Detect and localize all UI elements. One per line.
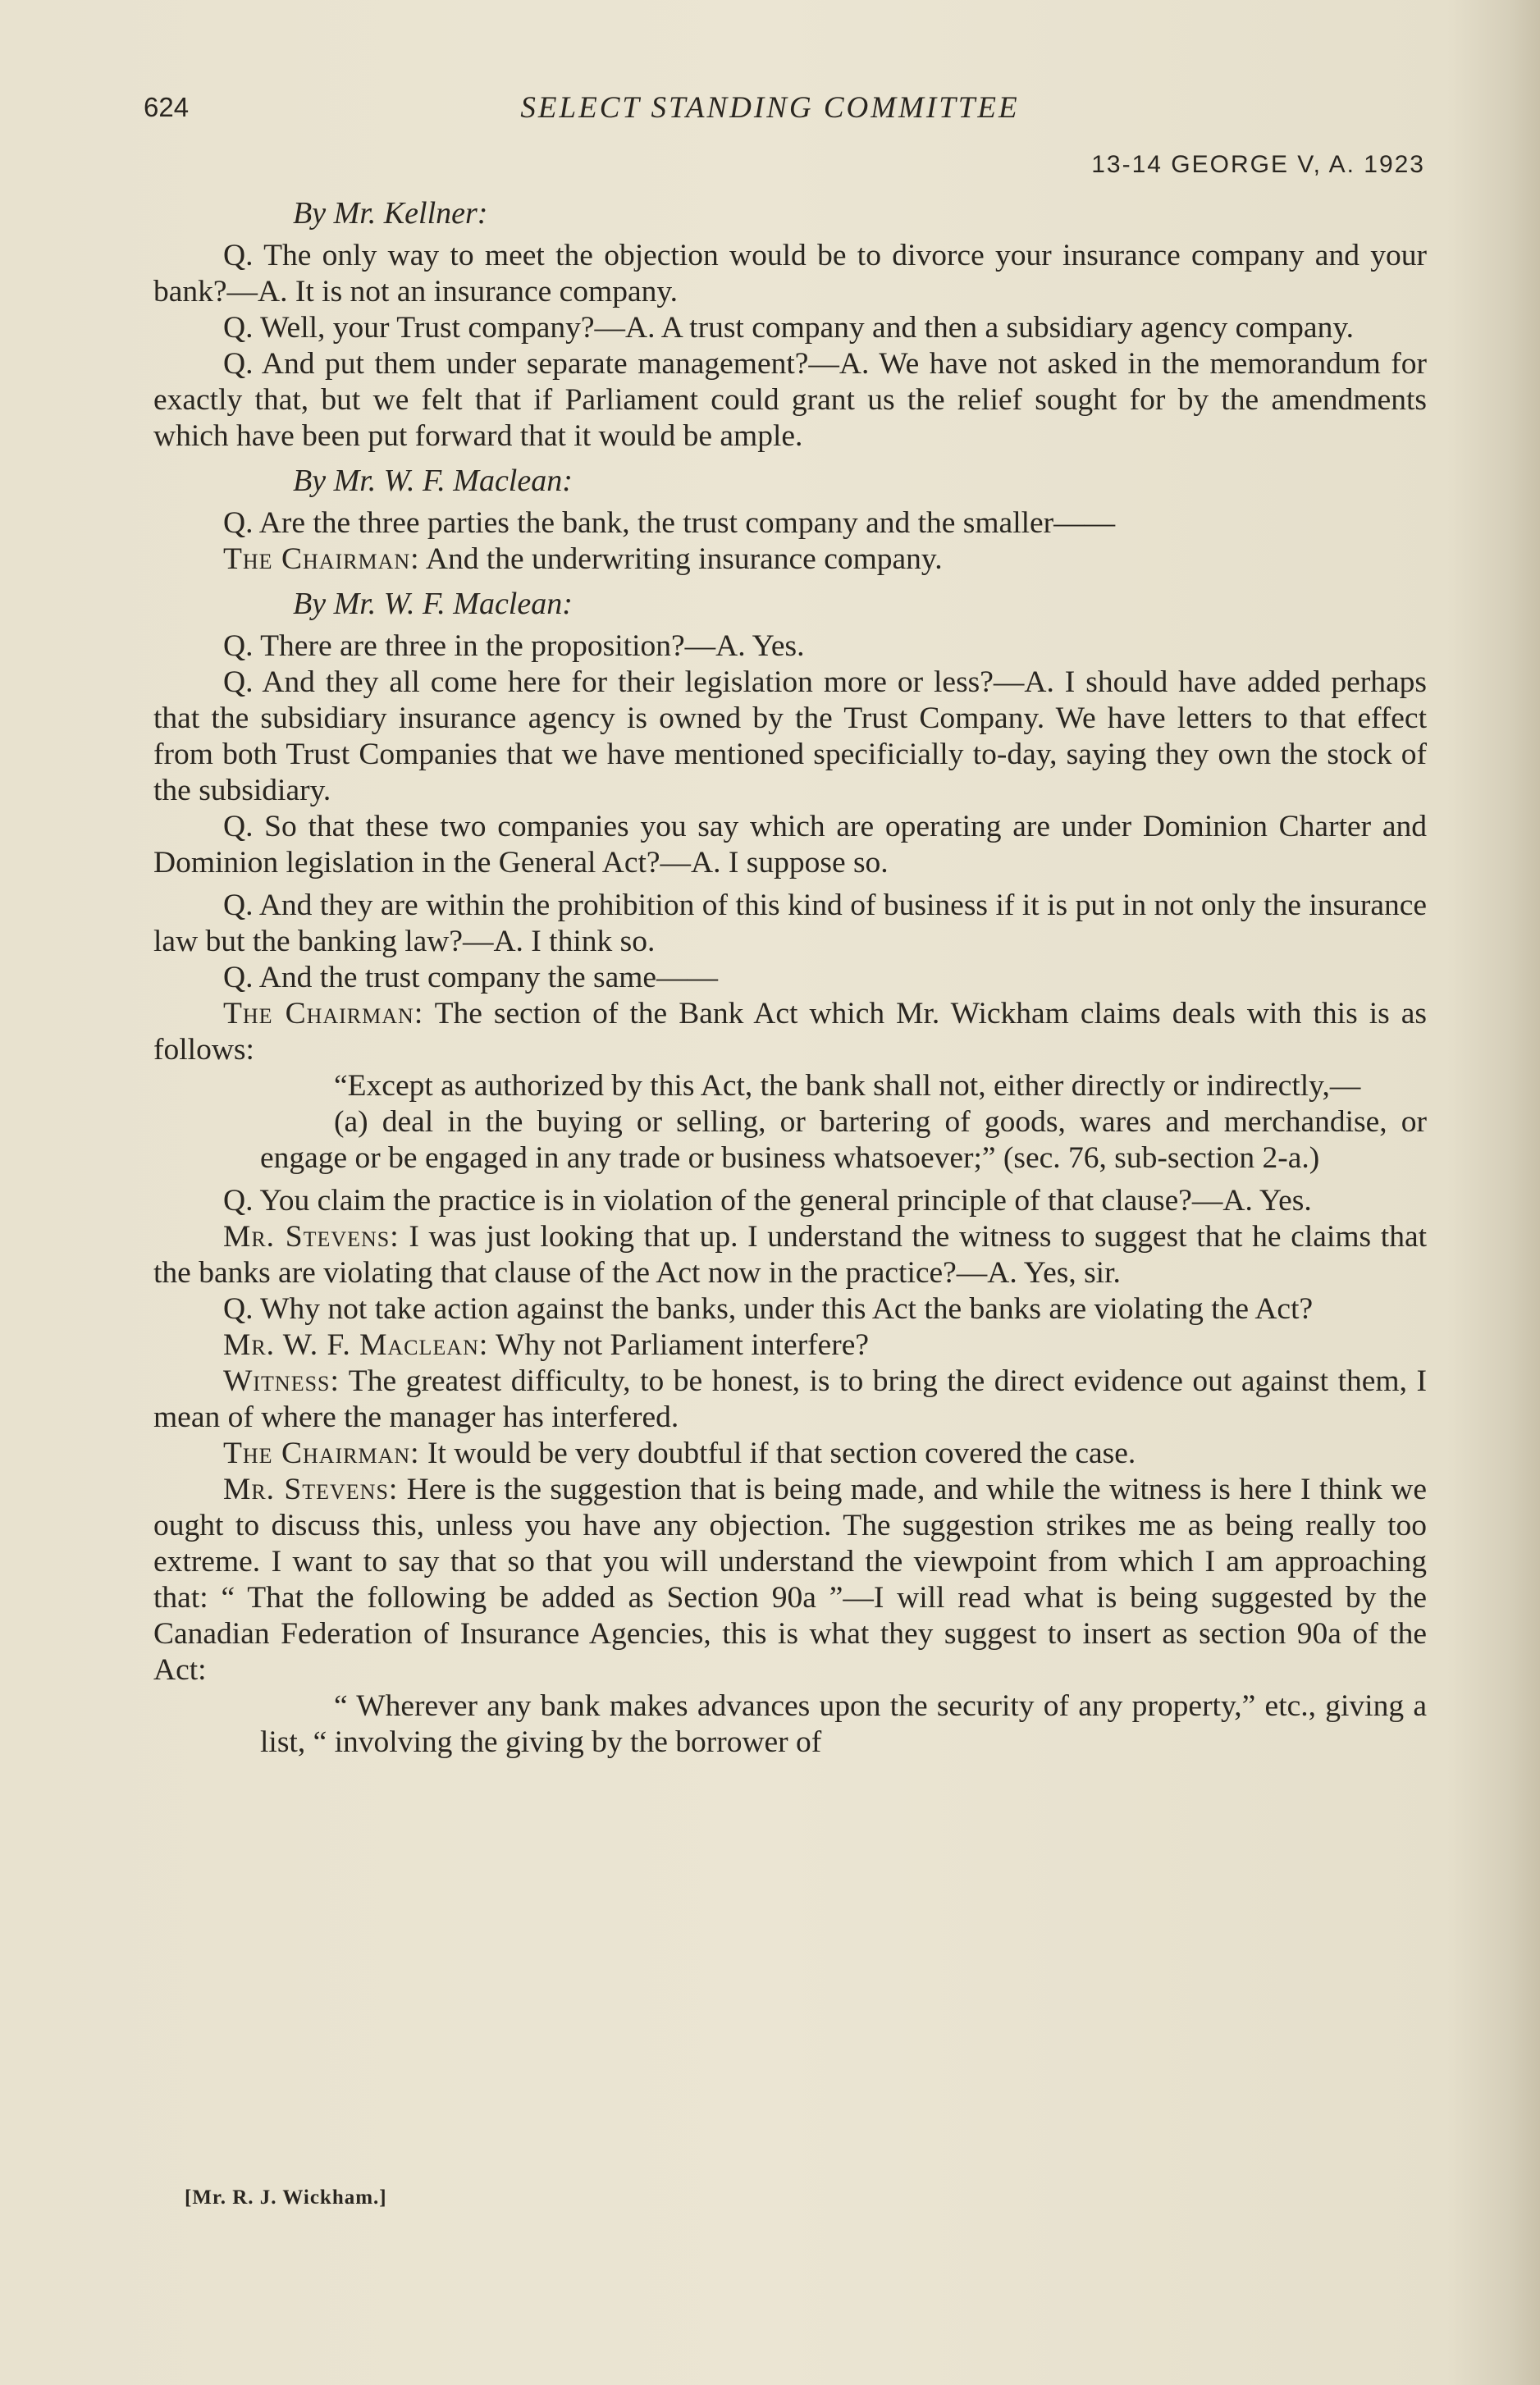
paragraph: Q. So that these two companies you say which are operating are under Dominion Charter and Dominion legislation in the General Act?—A. I suppose so. [153, 810, 1427, 880]
examiner-heading: By Mr. W. F. Maclean: [293, 464, 573, 498]
speaker-name: Mr. Stevens: [223, 1220, 400, 1254]
speaker-name: Witness: [223, 1364, 340, 1398]
speaker-text: The greatest difficulty, to be honest, is to bring the direct evidence out against them, I mean of where the manager has interfered. [153, 1364, 1427, 1434]
speaker-text: And the underwriting insurance company. [419, 542, 943, 576]
paragraph: Q. And they all come here for their legislation more or less?—A. I should have added perhaps that the subsidiary insurance agency is owned by the Trust Company. We have letters to that effect from both Trust Companies that we have mentioned specificially to-day, saying they own the stock of the subsidiary. [153, 665, 1427, 807]
speaker-name: The Chairman: [223, 997, 424, 1030]
examiner-heading: By Mr. W. F. Maclean: [293, 587, 573, 621]
examiner-heading: By Mr. Kellner: [293, 196, 488, 231]
speaker-text: Why not Parliament interfere? [488, 1328, 869, 1362]
paragraph: Q. And put them under separate management?—A. We have not asked in the memorandum for exactly that, but we felt that if Parliament could grant us the relief sought for by the amendments which have been put forward that it would be ample. [153, 347, 1427, 453]
paragraph: Q. The only way to meet the objection would be to divorce your insurance company and your bank?—A. It is not an insurance company. [153, 239, 1427, 308]
quote-paragraph: “Except as authorized by this Act, the bank shall not, either directly or indirectly,— [334, 1069, 1361, 1103]
paragraph: Q. And the trust company the same—— [223, 961, 719, 994]
paragraph [153, 541, 1427, 578]
body-text [153, 187, 1427, 1761]
block-quote [153, 1068, 1427, 1177]
speaker-name: The Chairman: [223, 542, 420, 576]
paragraph [153, 1436, 1427, 1472]
speaker-name: Mr. W. F. Maclean: [223, 1328, 489, 1362]
page-footer: [Mr. R. J. Wickham.] [185, 2186, 387, 2209]
paragraph [153, 1219, 1427, 1291]
paragraph: Q. Well, your Trust company?—A. A trust company and then a subsidiary agency company. [223, 311, 1355, 345]
paragraph: Q. And they are within the prohibition of this kind of business if it is put in not only the insurance law but the banking law?—A. I think so. [153, 889, 1427, 958]
speaker-text: Here is the suggestion that is being made, and while the witness is here I think we ought to discuss this, unless you have any objection. The suggestion strikes me as being really too extreme. I want to say that so that you will understand the viewpoint from which I am approaching that: “ That the following be added as Section 90a ”—I will read what is being suggested by the Canadian Federation of Insurance Agencies, this is what they suggest to insert as section 90a of the Act: [153, 1473, 1427, 1687]
paragraph [153, 1472, 1427, 1688]
running-head: SELECT STANDING COMMITTEE [520, 91, 1020, 125]
page-number: 624 [144, 92, 190, 122]
paragraph [153, 1327, 1427, 1364]
paragraph: Q. Are the three parties the bank, the trust company and the smaller—— [223, 506, 1116, 540]
speaker-text: It would be very doubtful if that section covered the case. [419, 1437, 1136, 1470]
quote-paragraph: (a) deal in the buying or selling, or bartering of goods, wares and merchandise, or engage or be engaged in any trade or business whatsoever;” (sec. 76, sub-section 2-a.) [260, 1105, 1427, 1175]
paragraph [153, 996, 1427, 1068]
speaker-name: Mr. Stevens: [223, 1473, 399, 1506]
paragraph: Q. Why not take action against the banks, under this Act the banks are violating the Act? [223, 1292, 1314, 1326]
session-label: 13-14 GEORGE V, A. 1923 [1091, 151, 1425, 178]
speaker-text: The section of the Bank Act which Mr. Wickham claims deals with this is as follows: [153, 997, 1427, 1067]
paragraph [153, 1364, 1427, 1436]
quote-paragraph: “ Wherever any bank makes advances upon the security of any property,” etc., giving a list, “ involving the giving by the borrower of [260, 1689, 1427, 1759]
speaker-name: The Chairman: [223, 1437, 420, 1470]
block-quote [153, 1688, 1427, 1761]
paragraph: Q. You claim the practice is in violation of the general principle of that clause?—A. Yes. [223, 1184, 1312, 1218]
paragraph: Q. There are three in the proposition?—A. Yes. [223, 629, 805, 663]
speaker-text: I was just looking that up. I understand the witness to suggest that he claims that the banks are violating that clause of the Act now in the practice?—A. Yes, sir. [153, 1220, 1428, 1290]
